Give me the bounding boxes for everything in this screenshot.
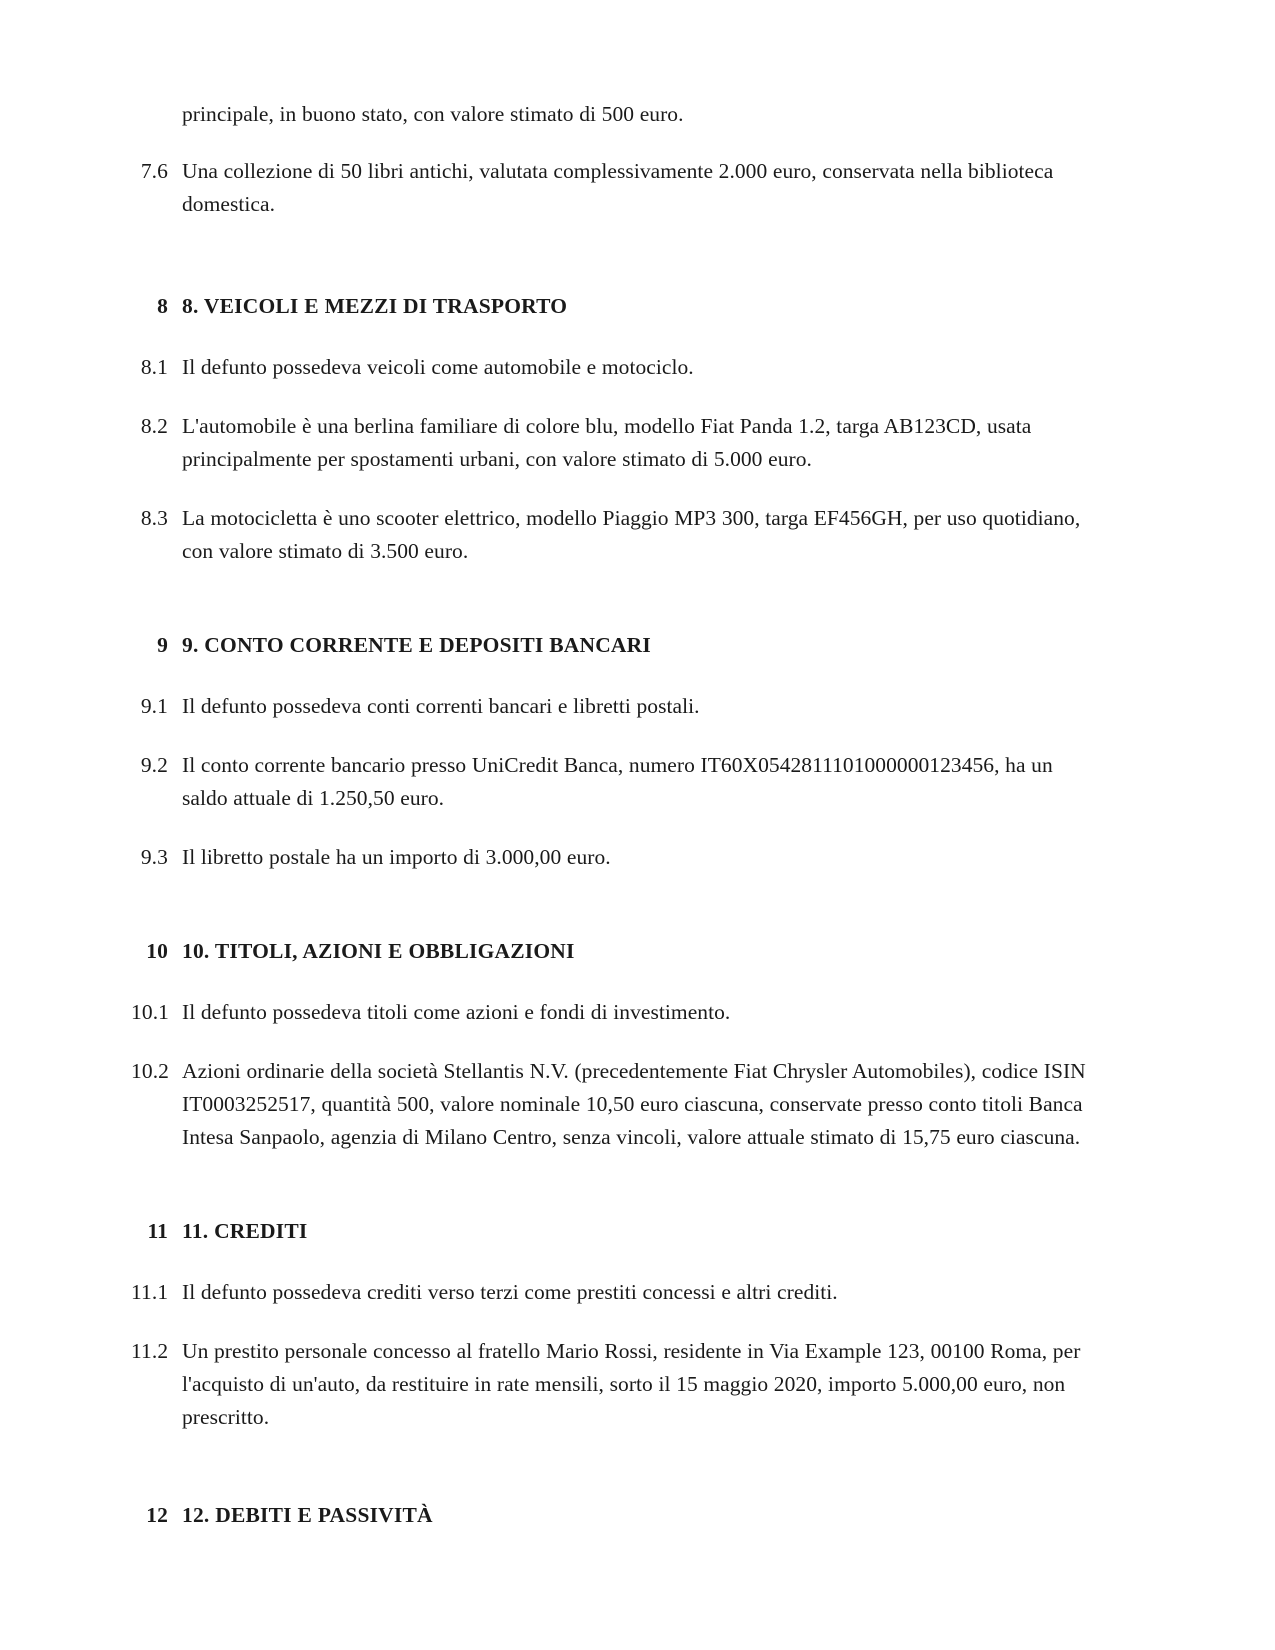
clause-number: 9.2 — [140, 753, 168, 777]
clause-number: 8.1 — [140, 355, 168, 379]
clause-text: La motocicletta è uno scooter elettrico, modello Piaggio MP3 300, targa EF456GH, per uso quotidiano, con valore stimato di 3.500 euro. — [182, 506, 1081, 563]
clause-number: 10 — [146, 939, 168, 963]
clause-text: Il defunto possedeva conti correnti bancari e libretti postali. — [182, 694, 700, 718]
clause-row — [131, 155, 1091, 221]
clause-text: Il defunto possedeva veicoli come automobile e motociclo. — [182, 355, 694, 379]
clause-row — [131, 502, 1091, 568]
clause-row — [131, 841, 1091, 874]
clause-number: 9.1 — [140, 694, 168, 718]
clause-number: 11 — [147, 1219, 168, 1243]
clause-text: Il libretto postale ha un importo di 3.000,00 euro. — [182, 845, 611, 869]
clause-row — [131, 410, 1091, 476]
section-heading-text: 9. CONTO CORRENTE E DEPOSITI BANCARI — [182, 633, 651, 657]
section-heading-text: 12. DEBITI E PASSIVITÀ — [182, 1503, 433, 1527]
clause-text: Un prestito personale concesso al fratello Mario Rossi, residente in Via Example 123, 00100 Roma, per l'acquisto di un'auto, da restituire in rate mensili, sorto il 15 maggio 2020, importo 5.000,00 euro, non prescritto. — [182, 1339, 1081, 1429]
clause-row — [131, 351, 1091, 384]
section-heading — [131, 1500, 1091, 1530]
clause-text: Una collezione di 50 libri antichi, valutata complessivamente 2.000 euro, conservata nella biblioteca domestica. — [182, 159, 1054, 216]
clause-row — [131, 1276, 1091, 1309]
clause-number: 9 — [157, 633, 168, 657]
section-heading — [131, 630, 1091, 660]
clause-number: 8.2 — [140, 414, 168, 438]
section-heading-text: 11. CREDITI — [182, 1219, 308, 1243]
clause-number: 9.3 — [140, 845, 168, 869]
section-heading — [131, 291, 1091, 321]
clause-number: 10.2 — [131, 1059, 170, 1083]
document-body — [131, 98, 1091, 1530]
clause-number: 11.1 — [131, 1280, 169, 1304]
clause-row — [131, 749, 1091, 815]
clause-number: 8 — [157, 294, 168, 318]
clause-number: 8.3 — [140, 506, 168, 530]
clause-text: Il conto corrente bancario presso UniCredit Banca, numero IT60X0542811101000000123456, ha un saldo attuale di 1.250,50 euro. — [182, 753, 1053, 810]
clause-continuation — [131, 98, 1091, 131]
section-heading-text: 8. VEICOLI E MEZZI DI TRASPORTO — [182, 294, 568, 318]
clause-number: 7.6 — [140, 159, 168, 183]
section-heading — [131, 1216, 1091, 1246]
clause-row — [131, 996, 1091, 1029]
section-heading-text: 10. TITOLI, AZIONI E OBBLIGAZIONI — [182, 939, 575, 963]
clause-text: L'automobile è una berlina familiare di colore blu, modello Fiat Panda 1.2, targa AB123CD, usata principalmente per spostamenti urbani, con valore stimato di 5.000 euro. — [182, 414, 1032, 471]
section-heading — [131, 936, 1091, 966]
clause-row — [131, 1055, 1091, 1154]
clause-text: Il defunto possedeva crediti verso terzi come prestiti concessi e altri crediti. — [182, 1280, 838, 1304]
clause-text: Il defunto possedeva titoli come azioni e fondi di investimento. — [182, 1000, 731, 1024]
clause-number: 11.2 — [131, 1339, 169, 1363]
clause-row — [131, 690, 1091, 723]
clause-text: Azioni ordinarie della società Stellantis N.V. (precedentemente Fiat Chrysler Automobiles), codice ISIN IT0003252517, quantità 500, valore nominale 10,50 euro ciascuna, conservate presso conto titoli Banca Intesa Sanpaolo, agenzia di Milano Centro, senza vincoli, valore attuale stimato di 15,75 euro ciascuna. — [182, 1059, 1086, 1149]
clause-text: principale, in buono stato, con valore stimato di 500 euro. — [182, 102, 684, 126]
clause-number: 10.1 — [131, 1000, 170, 1024]
clause-row — [131, 1335, 1091, 1434]
clause-number: 12 — [146, 1503, 168, 1527]
